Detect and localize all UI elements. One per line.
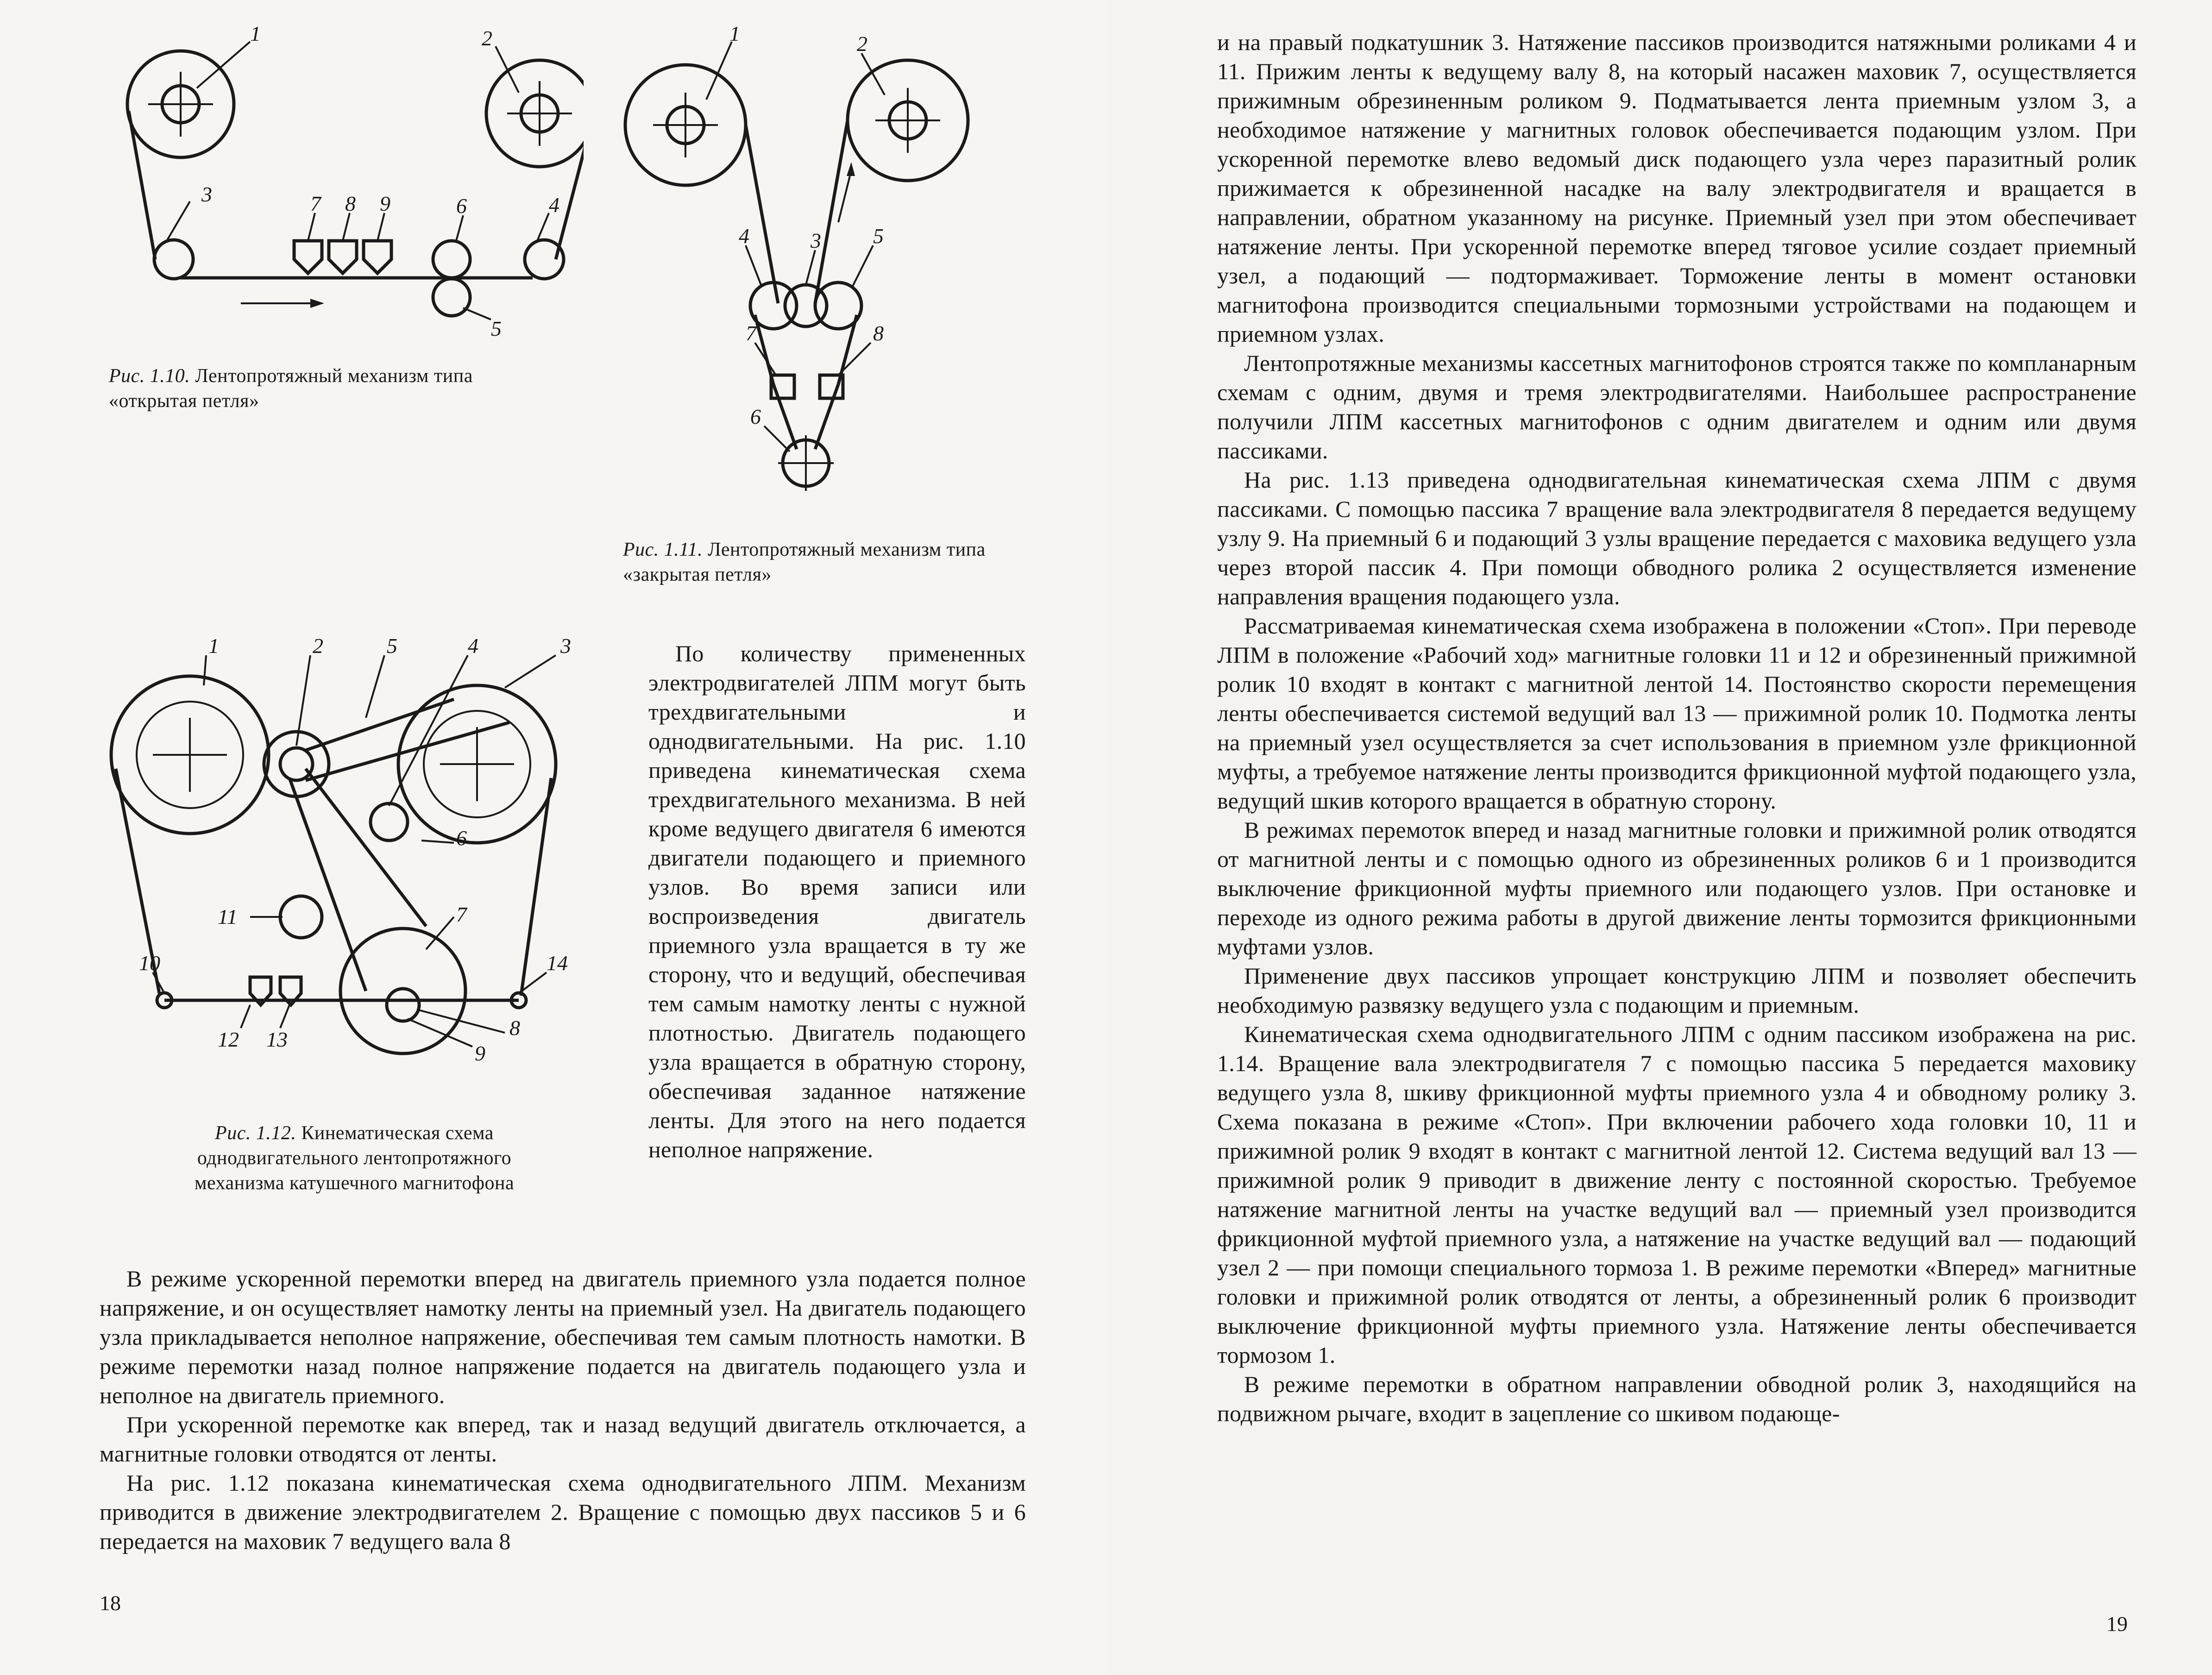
fig12-label: 11 bbox=[218, 905, 238, 928]
fig11-label: 7 bbox=[746, 321, 756, 345]
body-paragraph: Применение двух пассиков упрощает конструкцию ЛПМ и позволяет обеспечить необходимую развязку ведущего узла с подающим и приемным. bbox=[1217, 963, 2137, 1018]
right-body-text bbox=[1217, 28, 2137, 1428]
fig11-label: 2 bbox=[857, 32, 867, 56]
fig11-label: 4 bbox=[739, 224, 749, 248]
right-page bbox=[1106, 0, 2212, 1675]
figure-1-12-kinematic-diagram bbox=[102, 630, 593, 1074]
figure-1-10-caption bbox=[109, 364, 553, 414]
side-column-paragraph: По количеству примененных электродвигателей ЛПМ могут быть трехдвигательными и однодвигательными. На рис. 1.10 приведена кинематическая схема трехдвигательного механизма. В ней кроме ведущего двигателя 6 имеются двигатели подающего и приемного узлов. Во время записи или воспроизведения двигатель приемного узла вращается в ту же сторону, что и ведущий, обеспечивая тем самым намотку ленты с нужной плотностью. Двигатель подающего узла вращается в обратную сторону, обеспечивая заданное натяжение ленты. Для этого на него подается неполное напряжение. bbox=[648, 640, 1026, 1162]
figure-1-11-caption bbox=[623, 537, 1026, 587]
page-number: 18 bbox=[100, 1591, 121, 1615]
page-number: 19 bbox=[2106, 1612, 2128, 1636]
body-paragraph: Кинематическая схема однодвигательного ЛПМ с одним пассиком изображена на рис. 1.14. Вращение вала электродвигателя 7 с помощью пассика 5 передается маховику ведущего узла 8, шкиву фрикционной муфты приемного узла 4 и обводному ролику 3. Схема показана в режиме «Стоп». При включении рабочего хода головки 10, 11 и прижимной ролик 9 входят в контакт с магнитной лентой 12. Система ведущий вал 13 — прижимной ролик 9 приводит в движение ленту с постоянной скоростью. Требуемое натяжение магнитной ленты на участке ведущий вал — приемный узел производится фрикционной муфтой приемного узла, а натяжение на участке ведущий вал — подающий узел 2 — при помощи специального тормоза 1. В режиме перемотки «Вперед» магнитные головки и прижимной ролик отводятся от ленты, а обрезиненный ролик 6 производит выключение фрикционной муфты приемного узла. Натяжение ленты обеспечивается тормозом 1. bbox=[1217, 1021, 2137, 1368]
fig10-label: 2 bbox=[482, 26, 492, 50]
fig10-label: 7 bbox=[310, 192, 321, 215]
figure-1-10-open-loop-diagram bbox=[93, 19, 584, 343]
fig10-label: 3 bbox=[201, 182, 212, 206]
body-paragraph: В режиме перемотки в обратном направлении обводной ролик 3, находящийся на подвижном рычаге, входит в зацепление со шкивом подающе- bbox=[1217, 1371, 2137, 1426]
fig12-label: 8 bbox=[509, 1016, 520, 1040]
fig10-label: 6 bbox=[456, 194, 467, 218]
fig10-label: 5 bbox=[491, 317, 502, 340]
fig12-label: 4 bbox=[468, 634, 478, 658]
fig12-label: 12 bbox=[218, 1028, 239, 1051]
head-8 bbox=[329, 241, 357, 273]
roller-6 bbox=[433, 241, 470, 278]
roller-4 bbox=[525, 240, 564, 279]
roller-5 bbox=[433, 279, 470, 316]
fig10-label: 8 bbox=[345, 192, 356, 215]
body-paragraph: При ускоренной перемотке как вперед, так и назад ведущий двигатель отключается, а магнитные головки отводятся от ленты. bbox=[100, 1412, 1026, 1467]
fig10-label: 9 bbox=[380, 192, 390, 215]
body-paragraph: В режиме ускоренной перемотки вперед на двигатель приемного узла подается полное напряжение, и он осуществляет намотку ленты на приемный узел. На двигатель подающего узла прикладывается неполное напряжение, обеспечивая тем самым плотность намотки. В режиме перемотки назад полное напряжение подается на двигатель подающего узла и неполное на двигатель приемного. bbox=[100, 1266, 1026, 1408]
fig12-label: 13 bbox=[266, 1028, 288, 1051]
caption-text: Лентопротяжный механизм типа «закрытая петля» bbox=[623, 539, 986, 585]
fig12-label: 2 bbox=[313, 634, 323, 658]
body-paragraph: и на правый подкатушник 3. Натяжение пассиков производится натяжными роликами 4 и 11. Прижим ленты к ведущему валу 8, на который насажен маховик 7, осуществляется прижимным обрезиненным роликом 9. Подматывается лента приемным узлом 3, а необходимое натяжение у магнитных головок обеспечивается подающим узлом. При ускоренной перемотке влево ведомый диск подающего узла через паразитный ролик прижимается к обрезиненной насадке на валу электродвигателя и вращается в направлении, обратном указанному на рисунке. Приемный узел при этом обеспечивает натяжение ленты. При ускоренной перемотке вперед тяговое усилие создает приемный узел, а подающий — подтормаживает. Торможение ленты в момент остановки магнитофона производится специальными тормозными устройствами на подающем и приемном узлах. bbox=[1217, 29, 2137, 347]
fig12-label: 14 bbox=[547, 951, 568, 975]
fig12-label: 5 bbox=[387, 634, 397, 658]
fig12-label: 6 bbox=[456, 826, 467, 850]
roller-3 bbox=[154, 240, 193, 279]
caption-label: Рис. 1.10. bbox=[109, 365, 190, 387]
fig12-label: 7 bbox=[456, 903, 467, 926]
caption-label: Рис. 1.12. bbox=[215, 1123, 296, 1144]
fig10-label: 1 bbox=[250, 22, 261, 45]
fig11-label: 8 bbox=[873, 321, 884, 345]
fig12-label: 3 bbox=[560, 634, 571, 658]
fig12-label: 1 bbox=[208, 634, 219, 658]
left-body-text bbox=[100, 1264, 1026, 1556]
fig11-label: 3 bbox=[811, 229, 821, 252]
caption-text: Лентопротяжный механизм типа «открытая петля» bbox=[109, 365, 473, 412]
fig12-label: 9 bbox=[475, 1041, 485, 1065]
head-7 bbox=[294, 241, 322, 273]
fig11-label: 5 bbox=[873, 224, 884, 248]
figure-1-11-closed-loop-diagram bbox=[616, 19, 1056, 528]
caption-text: Кинематическая схема однодвигательного лентопротяжного механизма катушечного магнитофона bbox=[194, 1123, 515, 1194]
head-9 bbox=[364, 241, 391, 273]
body-paragraph: Лентопротяжные механизмы кассетных магнитофонов строятся также по компланарным схемам с одним, двумя и тремя электродвигателями. Наибольшее распространение получили ЛПМ кассетных магнитофонов с одним двигателем и одним или двумя пассиками. bbox=[1217, 350, 2137, 464]
caption-label: Рис. 1.11. bbox=[623, 539, 703, 560]
body-paragraph: На рис. 1.12 показана кинематическая схема однодвигательного ЛПМ. Механизм приводится в движение электродвигателем 2. Вращение с помощью двух пассиков 5 и 6 передается на маховик 7 ведущего вала 8 bbox=[100, 1470, 1026, 1554]
fig12-label: 10 bbox=[139, 951, 160, 975]
body-paragraph: В режимах перемоток вперед и назад магнитные головки и прижимной ролик отводятся от магнитной ленты и с помощью одного из обрезиненных роликов 6 и 1 производится выключение фрикционной муфты приемного или подающего узлов. При остановке и переходе из одного режима работы в другой движение ленты тормозится фрикционными муфтами узлов. bbox=[1217, 817, 2137, 960]
fig11-label: 6 bbox=[750, 405, 761, 428]
fig10-label: 4 bbox=[549, 193, 559, 217]
fig11-label: 1 bbox=[729, 22, 740, 45]
body-paragraph: На рис. 1.13 приведена однодвигательная кинематическая схема ЛПМ с двумя пассиками. С помощью пассика 7 вращение вала электродвигателя 8 передается ведущему узлу 9. На приемный 6 и подающий 3 узлы вращение передается с маховика ведущего узла через второй пассик 4. При помощи обводного ролика 2 осуществляется изменение направления вращения подающего узла. bbox=[1217, 467, 2137, 609]
figure-1-12-caption bbox=[155, 1121, 553, 1196]
body-paragraph: Рассматриваемая кинематическая схема изображена в положении «Стоп». При переводе ЛПМ в положение «Рабочий ход» магнитные головки 11 и 12 и обрезиненный прижимной ролик 10 входят в контакт с магнитной лентой 14. Постоянство скорости перемещения ленты обеспечивается системой ведущий вал 13 — прижимной ролик 10. Подмотка ленты на приемный узел осуществляется за счет использования в приемном узле фрикционной муфты, а требуемое натяжение ленты производится фрикционной муфтой подающего узла, ведущий шкив которого вращается в обратную сторону. bbox=[1217, 613, 2137, 814]
